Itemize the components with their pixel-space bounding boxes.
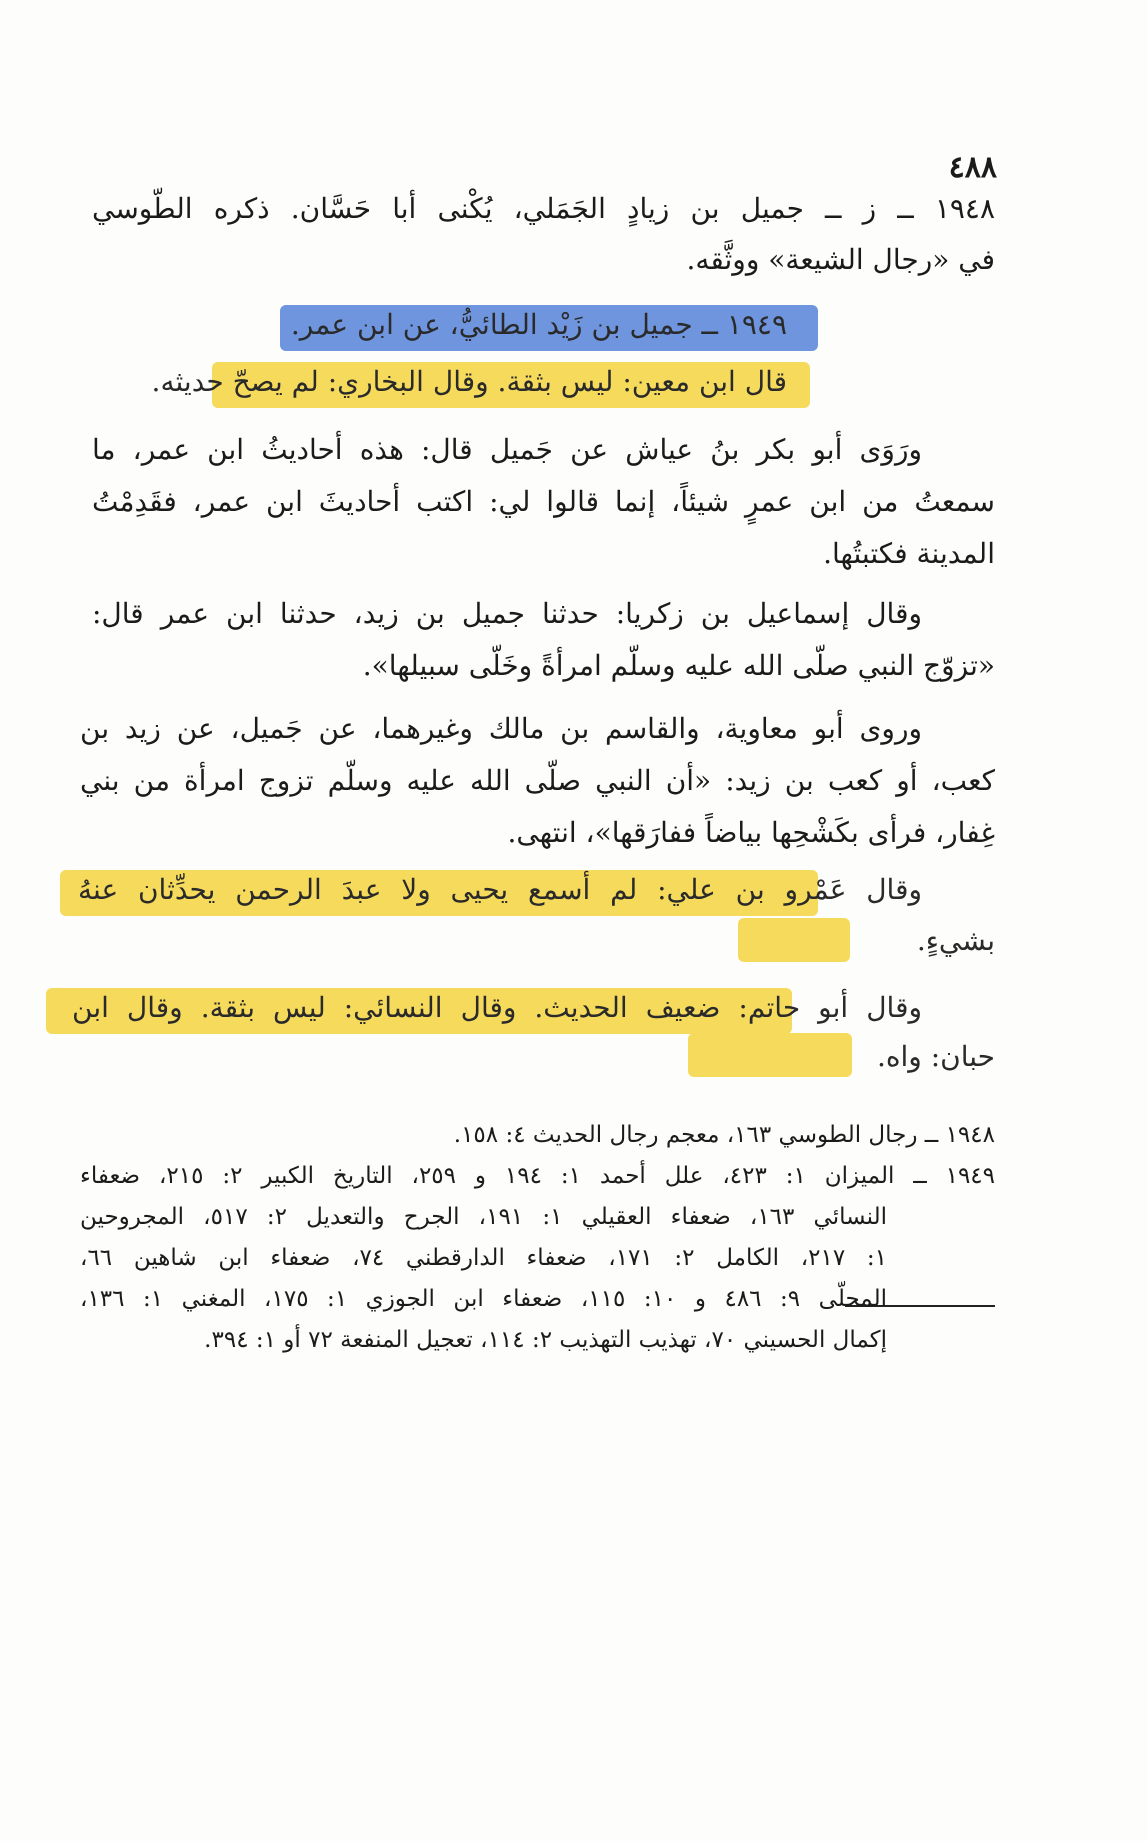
highlight-amr-ibn-ali-line-2 (738, 918, 850, 962)
entry-1948-line-2: في «رجال الشيعة» ووثَّقه. (686, 243, 995, 276)
footnote-1948: ١٩٤٨ ــ رجال الطوسي ١٦٣، معجم رجال الحديث ٤: ١٥٨. (453, 1122, 995, 1148)
entry-1949-para5-line-1: وقال عَمْرو بن علي: لم أسمع يحيى ولا عبدَ الرحمن يحدِّثان عنهُ (78, 873, 922, 906)
entry-1949-para4-line-2: كعب، أو كعب بن زيد: «أن النبي صلّى الله عليه وسلّم تزوج امرأة من بني (80, 764, 995, 797)
entry-1949-para4-line-1: وروى أبو معاوية، والقاسم بن مالك وغيرهما، عن جَميل، عن زيد بن (80, 712, 922, 745)
entry-1949-heading: ١٩٤٩ ــ جميل بن زَيْد الطائيُّ، عن ابن عمر. (290, 308, 787, 341)
entry-1949-para2-line-1: ورَوَى أبو بكر بنُ عياش عن جَميل قال: هذه أحاديثُ ابن عمر، ما (92, 433, 922, 466)
entry-1949-para2-line-3: المدينة فكتبتُها. (823, 537, 995, 570)
footnote-1949-line-3: ١: ٢١٧، الكامل ٢: ١٧١، ضعفاء الدارقطني ٧٤، ضعفاء ابن شاهين ٦٦، (80, 1245, 887, 1271)
entry-1949-para2-line-2: سمعتُ من ابن عمرٍ شيئاً، إنما قالوا لي: اكتب أحاديثَ ابن عمر، فقَدِمْتُ (92, 485, 995, 518)
footnote-1949-line-2: النسائي ١٦٣، ضعفاء العقيلي ١: ١٩١، الجرح والتعديل ٢: ٥١٧، المجروحين (80, 1204, 887, 1230)
entry-1948-line-1: ١٩٤٨ ــ ز ــ جميل بن زيادٍ الجَمَلي، يُكْنى أبا حَسَّان. ذكره الطّوسي (92, 192, 995, 225)
entry-1949-para3-line-1: وقال إسماعيل بن زكريا: حدثنا جميل بن زيد، حدثنا ابن عمر قال: (92, 597, 922, 630)
page-number: ٤٨٨ (948, 150, 997, 185)
entry-1949-para6-line-1: وقال أبو حاتم: ضعيف الحديث. وقال النسائي: ليس بثقة. وقال ابن (72, 991, 922, 1024)
entry-1949-para5-line-2: بشيءٍ. (916, 924, 995, 957)
entry-1949-para3-line-2: «تزوّج النبي صلّى الله عليه وسلّم امرأةً وخَلّى سبيلها». (362, 649, 995, 682)
entry-1949-para1-line-1: قال ابن معين: ليس بثقة. وقال البخاري: لم يصحّ حديثه. (151, 365, 787, 398)
entry-1949-para4-line-3: غِفار، فرأى بكَشْحِها بياضاً ففارَقها»، انتهى. (507, 816, 995, 849)
highlight-abu-hatim-line-2 (688, 1033, 852, 1077)
footnote-1949-line-5: إكمال الحسيني ٧٠، تهذيب التهذيب ٢: ١١٤، تعجيل المنفعة ٧٢ أو ١: ٣٩٤. (204, 1327, 887, 1353)
footnote-1949-line-1: ١٩٤٩ ــ الميزان ١: ٤٢٣، علل أحمد ١: ١٩٤ و ٢٥٩، التاريخ الكبير ٢: ٢١٥، ضعفاء (80, 1163, 996, 1189)
footnote-1949-line-4: المحلّى ٩: ٤٨٦ و ١٠: ١١٥، ضعفاء ابن الجوزي ١: ١٧٥، المغني ١: ١٣٦، (80, 1286, 887, 1312)
entry-1949-para6-line-2: حبان: واه. (876, 1040, 995, 1073)
